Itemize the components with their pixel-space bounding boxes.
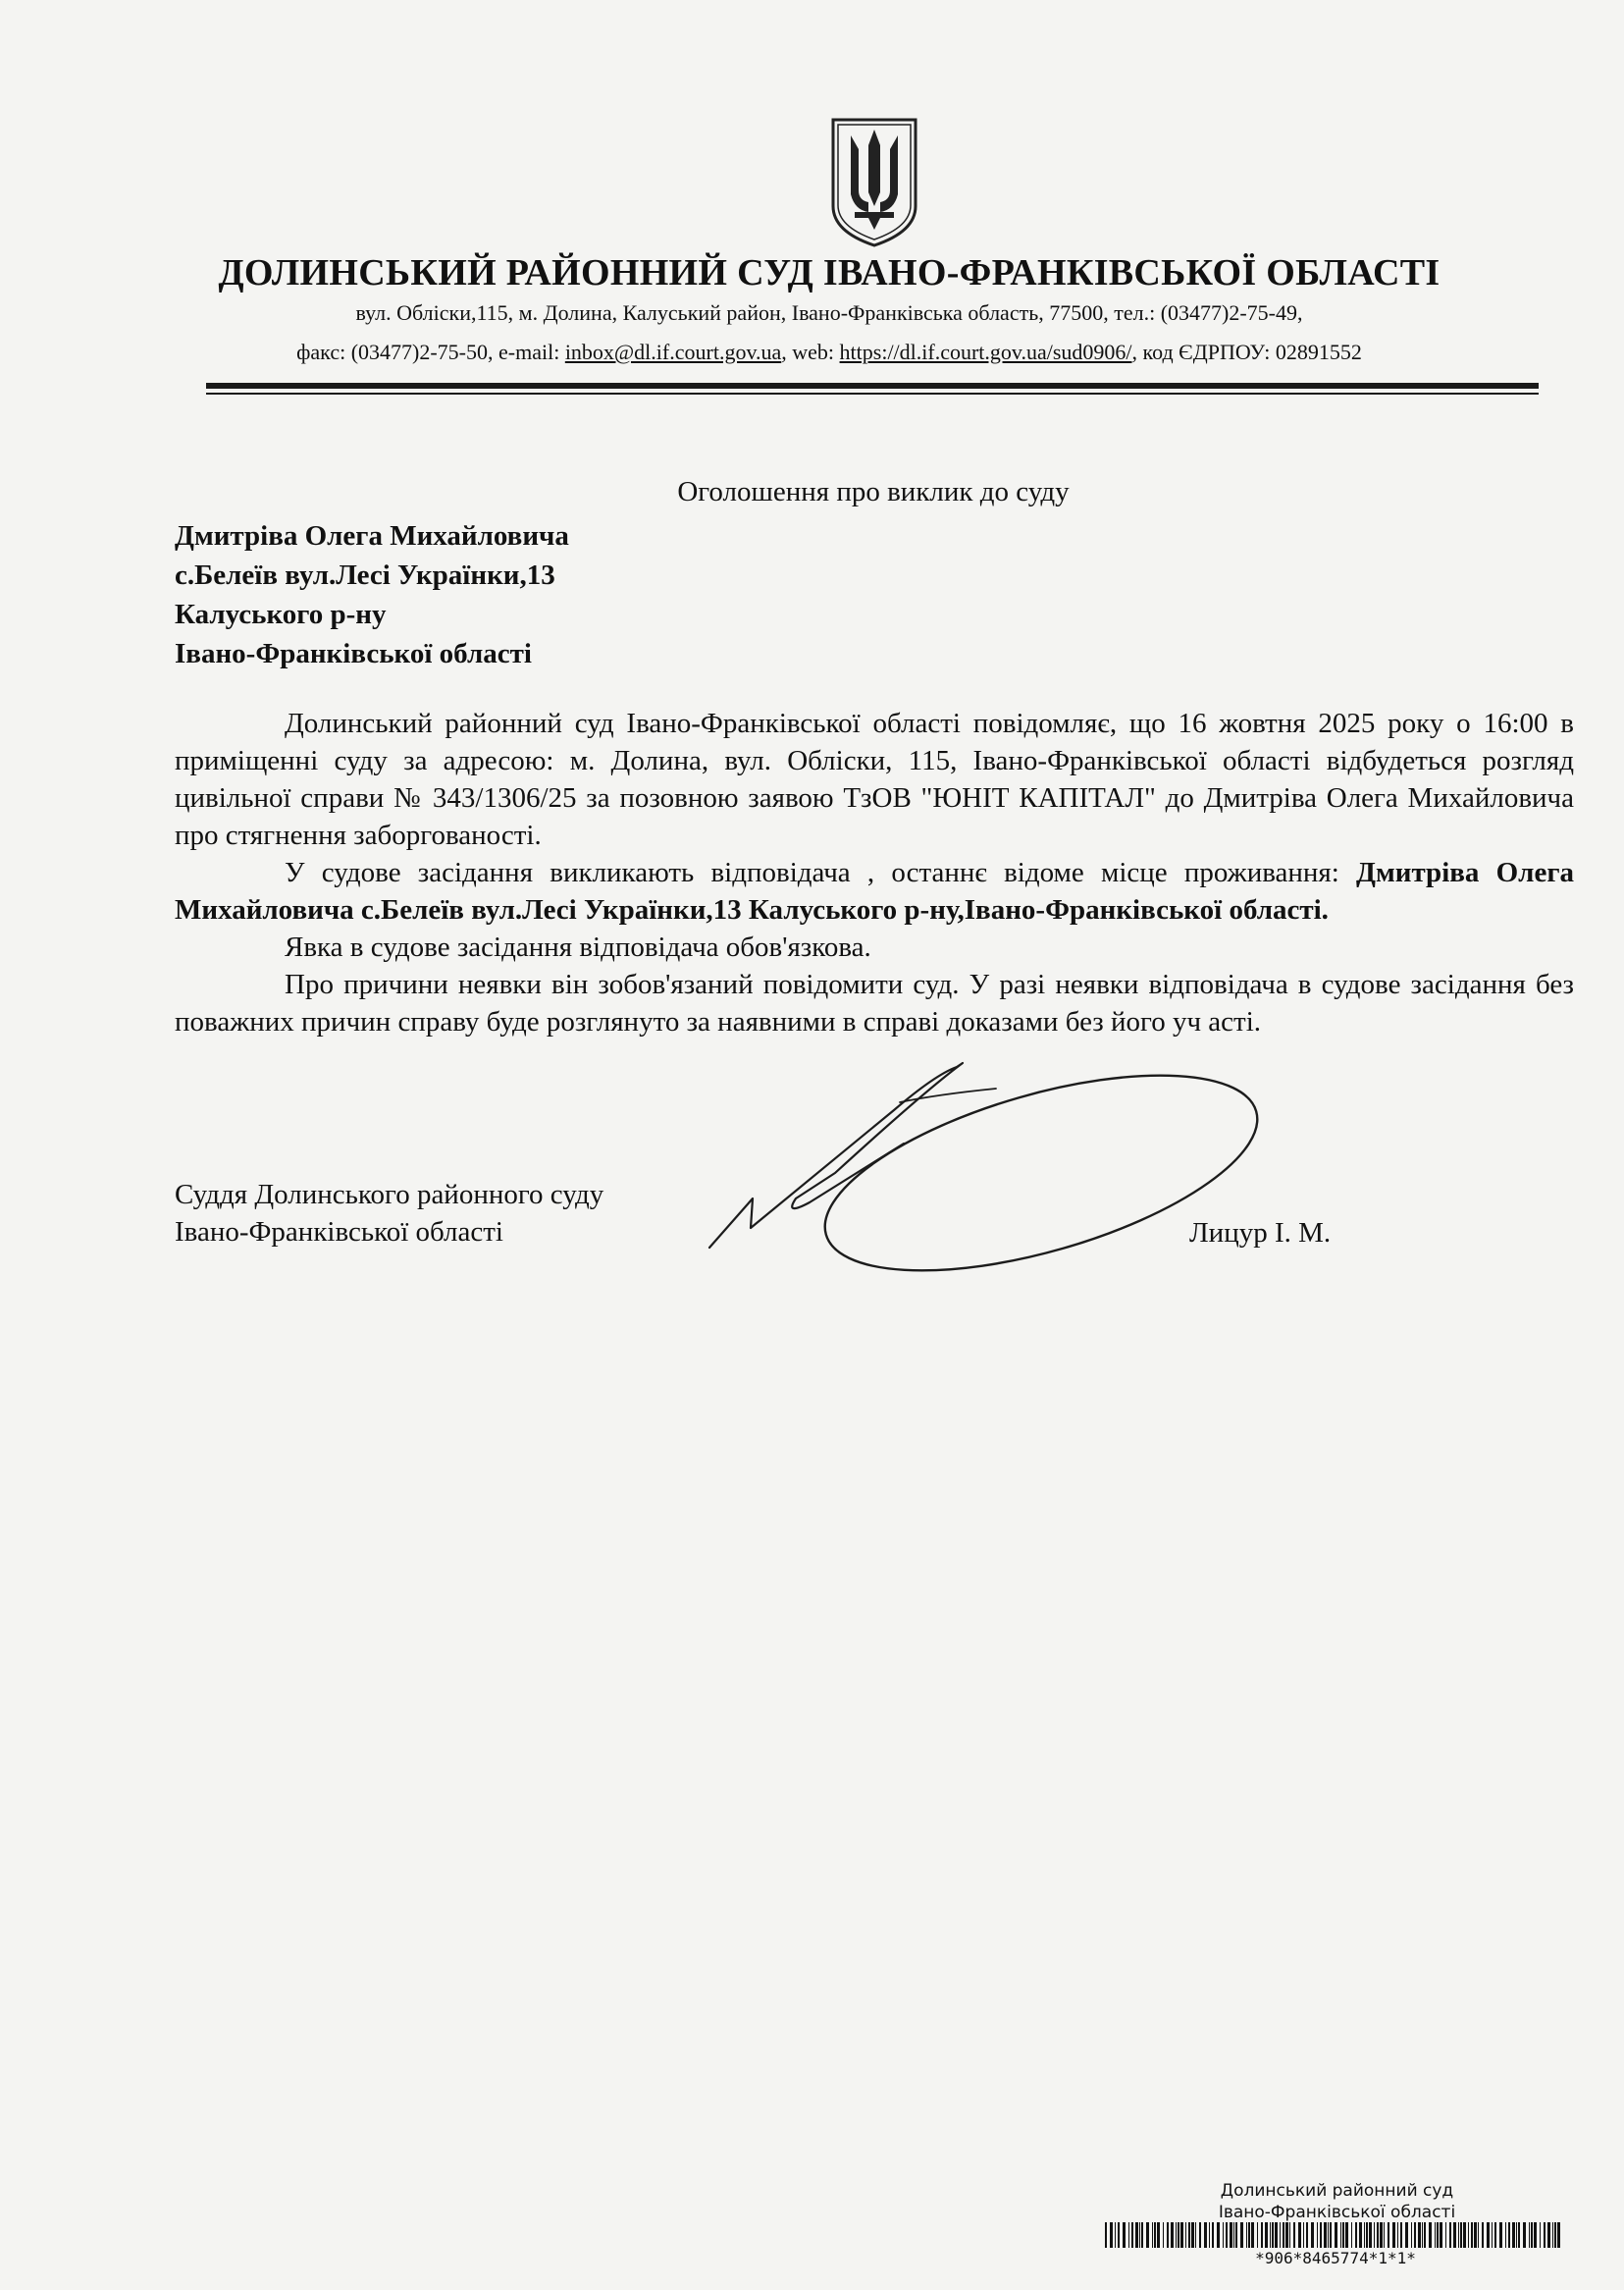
- barcode-bar: [1478, 2222, 1479, 2248]
- barcode-bar: [1163, 2222, 1164, 2248]
- header-divider-thin: [206, 393, 1539, 395]
- barcode-bar: [1384, 2222, 1385, 2248]
- barcode-bar: [1340, 2222, 1341, 2248]
- barcode-bar: [1359, 2222, 1362, 2248]
- handwritten-signature: [702, 1006, 1300, 1301]
- barcode-bar: [1257, 2222, 1258, 2248]
- barcode-bar: [1435, 2222, 1436, 2248]
- barcode-bar: [1374, 2222, 1375, 2248]
- court-contacts: [147, 340, 1511, 365]
- barcode-bar: [1118, 2222, 1120, 2248]
- barcode-bar: [1554, 2222, 1556, 2248]
- barcode-bar: [1540, 2222, 1541, 2248]
- paragraph-attendance: Явка в судове засідання відповідача обов'язкова.: [285, 932, 871, 963]
- barcode-bar: [1272, 2222, 1274, 2248]
- barcode-bar: [1171, 2222, 1174, 2248]
- barcode-bar: [1364, 2222, 1365, 2248]
- barcode-bar: [1474, 2222, 1477, 2248]
- barcode-bar: [1135, 2222, 1138, 2248]
- stamp-court-name: Долинський районний суд: [1220, 2181, 1454, 2201]
- barcode-bar: [1230, 2222, 1232, 2248]
- barcode-bar: [1547, 2222, 1550, 2248]
- paragraph-summons: [175, 854, 1574, 929]
- barcode-bar: [1468, 2222, 1469, 2248]
- barcode-bar: [1531, 2222, 1533, 2248]
- barcode-bar: [1380, 2222, 1383, 2248]
- announcement-body: [175, 705, 1574, 1040]
- barcode-bar: [1223, 2222, 1224, 2248]
- barcode-bar: [1388, 2222, 1389, 2248]
- barcode-bar: [1317, 2222, 1318, 2248]
- barcode-bar: [1516, 2222, 1517, 2248]
- barcode-bar: [1463, 2222, 1466, 2248]
- barcode-bar: [1487, 2222, 1490, 2248]
- barcode-bar: [1141, 2222, 1143, 2248]
- barcode-bar: [1482, 2222, 1484, 2248]
- barcode-bar: [1460, 2222, 1462, 2248]
- barcode-bar: [1265, 2222, 1268, 2248]
- barcode-bar: [1453, 2222, 1456, 2248]
- edrpou-code: , код ЄДРПОУ: 02891552: [1131, 340, 1362, 364]
- barcode-bar: [1283, 2222, 1284, 2248]
- addressee-block: [175, 516, 569, 673]
- barcode-bar: [1311, 2222, 1314, 2248]
- barcode-bar: [1335, 2222, 1337, 2248]
- web-label: , web:: [781, 340, 840, 364]
- barcode-bar: [1544, 2222, 1545, 2248]
- court-address: вул. Обліски,115, м. Долина, Калуський район, Івано-Франківська область, 77500, тел.: (03477)2-75-49,: [355, 300, 1303, 325]
- barcode-bar: [1261, 2222, 1263, 2248]
- barcode-bar: [1411, 2222, 1412, 2248]
- barcode-bar: [1105, 2222, 1107, 2248]
- barcode-bar: [1392, 2222, 1395, 2248]
- registration-barcode: [1105, 2222, 1566, 2248]
- barcode-bar: [1405, 2222, 1408, 2248]
- barcode-bar: [1449, 2222, 1451, 2248]
- addressee-district: Калуського р-ну: [175, 599, 387, 630]
- barcode-bar: [1471, 2222, 1473, 2248]
- barcode-bar: [1324, 2222, 1327, 2248]
- website-link[interactable]: https://dl.if.court.gov.ua/sud0906/: [839, 340, 1132, 364]
- barcode-bar: [1523, 2222, 1526, 2248]
- barcode-bar: [1185, 2222, 1186, 2248]
- barcode-bar: [1226, 2222, 1228, 2248]
- barcode-bar: [1458, 2222, 1459, 2248]
- barcode-bar: [1167, 2222, 1169, 2248]
- barcode-number: *906*8465774*1*1*: [1255, 2249, 1416, 2267]
- barcode-bar: [1275, 2222, 1278, 2248]
- email-link[interactable]: inbox@dl.if.court.gov.ua: [564, 340, 782, 364]
- trident-coat-of-arms-icon: [829, 116, 919, 249]
- barcode-bar: [1131, 2222, 1133, 2248]
- barcode-bar: [1240, 2222, 1243, 2248]
- barcode-bar: [1123, 2222, 1126, 2248]
- barcode-bar: [1330, 2222, 1332, 2248]
- judge-title-line1: Суддя Долинського районного суду: [175, 1179, 604, 1210]
- barcode-bar: [1178, 2222, 1179, 2248]
- barcode-bar: [1345, 2222, 1348, 2248]
- barcode-bar: [1188, 2222, 1190, 2248]
- barcode-bar: [1492, 2222, 1493, 2248]
- barcode-bar: [1418, 2222, 1421, 2248]
- barcode-bar: [1400, 2222, 1402, 2248]
- barcode-bar: [1298, 2222, 1301, 2248]
- barcode-bar: [1289, 2222, 1290, 2248]
- barcode-bar: [1191, 2222, 1194, 2248]
- barcode-bar: [1306, 2222, 1308, 2248]
- barcode-bar: [1152, 2222, 1153, 2248]
- barcode-bar: [1204, 2222, 1207, 2248]
- barcode-bar: [1437, 2222, 1439, 2248]
- barcode-bar: [1397, 2222, 1398, 2248]
- judge-title: [175, 1176, 603, 1251]
- barcode-bar: [1209, 2222, 1210, 2248]
- barcode-bar: [1557, 2222, 1560, 2248]
- barcode-bar: [1351, 2222, 1352, 2248]
- summons-text: У судове засідання викликають відповідача , останнє відоме місце проживання:: [285, 857, 1357, 888]
- barcode-bar: [1440, 2222, 1442, 2248]
- barcode-bar: [1248, 2222, 1250, 2248]
- barcode-bar: [1512, 2222, 1515, 2248]
- barcode-bar: [1494, 2222, 1496, 2248]
- court-name: ДОЛИНСЬКИЙ РАЙОННИЙ СУД ІВАНО-ФРАНКІВСЬКОЇ ОБЛАСТІ: [218, 252, 1441, 293]
- barcode-bar: [1429, 2222, 1432, 2248]
- barcode-bar: [1212, 2222, 1214, 2248]
- barcode-bar: [1110, 2222, 1113, 2248]
- barcode-bar: [1195, 2222, 1196, 2248]
- barcode-bar: [1355, 2222, 1357, 2248]
- barcode-bar: [1251, 2222, 1254, 2248]
- barcode-bar: [1445, 2222, 1446, 2248]
- barcode-bar: [1285, 2222, 1288, 2248]
- barcode-bar: [1270, 2222, 1271, 2248]
- barcode-bar: [1424, 2222, 1426, 2248]
- barcode-bar: [1508, 2222, 1510, 2248]
- barcode-bar: [1128, 2222, 1129, 2248]
- addressee-street: с.Белеїв вул.Лесі Українки,13: [175, 559, 555, 591]
- barcode-bar: [1529, 2222, 1530, 2248]
- barcode-bar: [1534, 2222, 1537, 2248]
- barcode-bar: [1366, 2222, 1368, 2248]
- addressee-name: Дмитріва Олега Михайловича: [175, 520, 569, 552]
- barcode-bar: [1246, 2222, 1247, 2248]
- barcode-bar: [1199, 2222, 1201, 2248]
- paragraph-absence: Про причини неявки він зобов'язаний повідомити суд. У разі неявки відповідача в судове засідання без поважних причин справу буде розглянуто за наявними в справі доказами без його уч асті.: [175, 969, 1574, 1038]
- barcode-bar: [1235, 2222, 1237, 2248]
- stamp-region: Івано-Франківської області: [1218, 2203, 1456, 2222]
- barcode-bar: [1146, 2222, 1149, 2248]
- barcode-bar: [1115, 2222, 1116, 2248]
- barcode-bar: [1176, 2222, 1177, 2248]
- judge-name: Лицур І. М.: [1189, 1217, 1332, 1249]
- barcode-bar: [1328, 2222, 1329, 2248]
- barcode-bar: [1217, 2222, 1220, 2248]
- barcode-bar: [1157, 2222, 1160, 2248]
- defendant-address: Дмитріва Олега Михайловича с.Белеїв вул.Лесі Українки,13 Калуського р-ну,Івано-Франківської області.: [175, 857, 1574, 926]
- barcode-bar: [1303, 2222, 1304, 2248]
- barcode-bar: [1320, 2222, 1322, 2248]
- barcode-bar: [1233, 2222, 1234, 2248]
- paragraph-hearing: Долинський районний суд Івано-Франківської області повідомляє, що 16 жовтня 2025 року о 16:00 в приміщенні суду за адресою: м. Долина, вул. Обліски, 115, Івано-Франківської області відбудеться розгляд цивільної справи № 343/1306/25 за позовною заявою ТзОВ "ЮНІТ КАПІТАЛ" до Дмитріва Олега Михайловича про стягнення заборгованості.: [175, 708, 1574, 851]
- barcode-bar: [1499, 2222, 1502, 2248]
- barcode-bar: [1518, 2222, 1520, 2248]
- barcode-bar: [1552, 2222, 1553, 2248]
- barcode-bar: [1154, 2222, 1156, 2248]
- barcode-bar: [1505, 2222, 1506, 2248]
- barcode-bar: [1377, 2222, 1379, 2248]
- barcode-bar: [1293, 2222, 1295, 2248]
- barcode-bar: [1422, 2222, 1423, 2248]
- barcode-bar: [1280, 2222, 1281, 2248]
- addressee-region: Івано-Франківської області: [175, 638, 532, 669]
- judge-title-line2: Івано-Франківської області: [175, 1216, 503, 1248]
- barcode-bar: [1139, 2222, 1140, 2248]
- header-divider-thick: [206, 383, 1539, 389]
- document-title: Оголошення про виклик до суду: [677, 476, 1070, 507]
- barcode-bar: [1369, 2222, 1372, 2248]
- barcode-bar: [1342, 2222, 1344, 2248]
- barcode-bar: [1414, 2222, 1416, 2248]
- fax-label: факс: (03477)2-75-50, e-mail:: [296, 340, 565, 364]
- barcode-bar: [1180, 2222, 1183, 2248]
